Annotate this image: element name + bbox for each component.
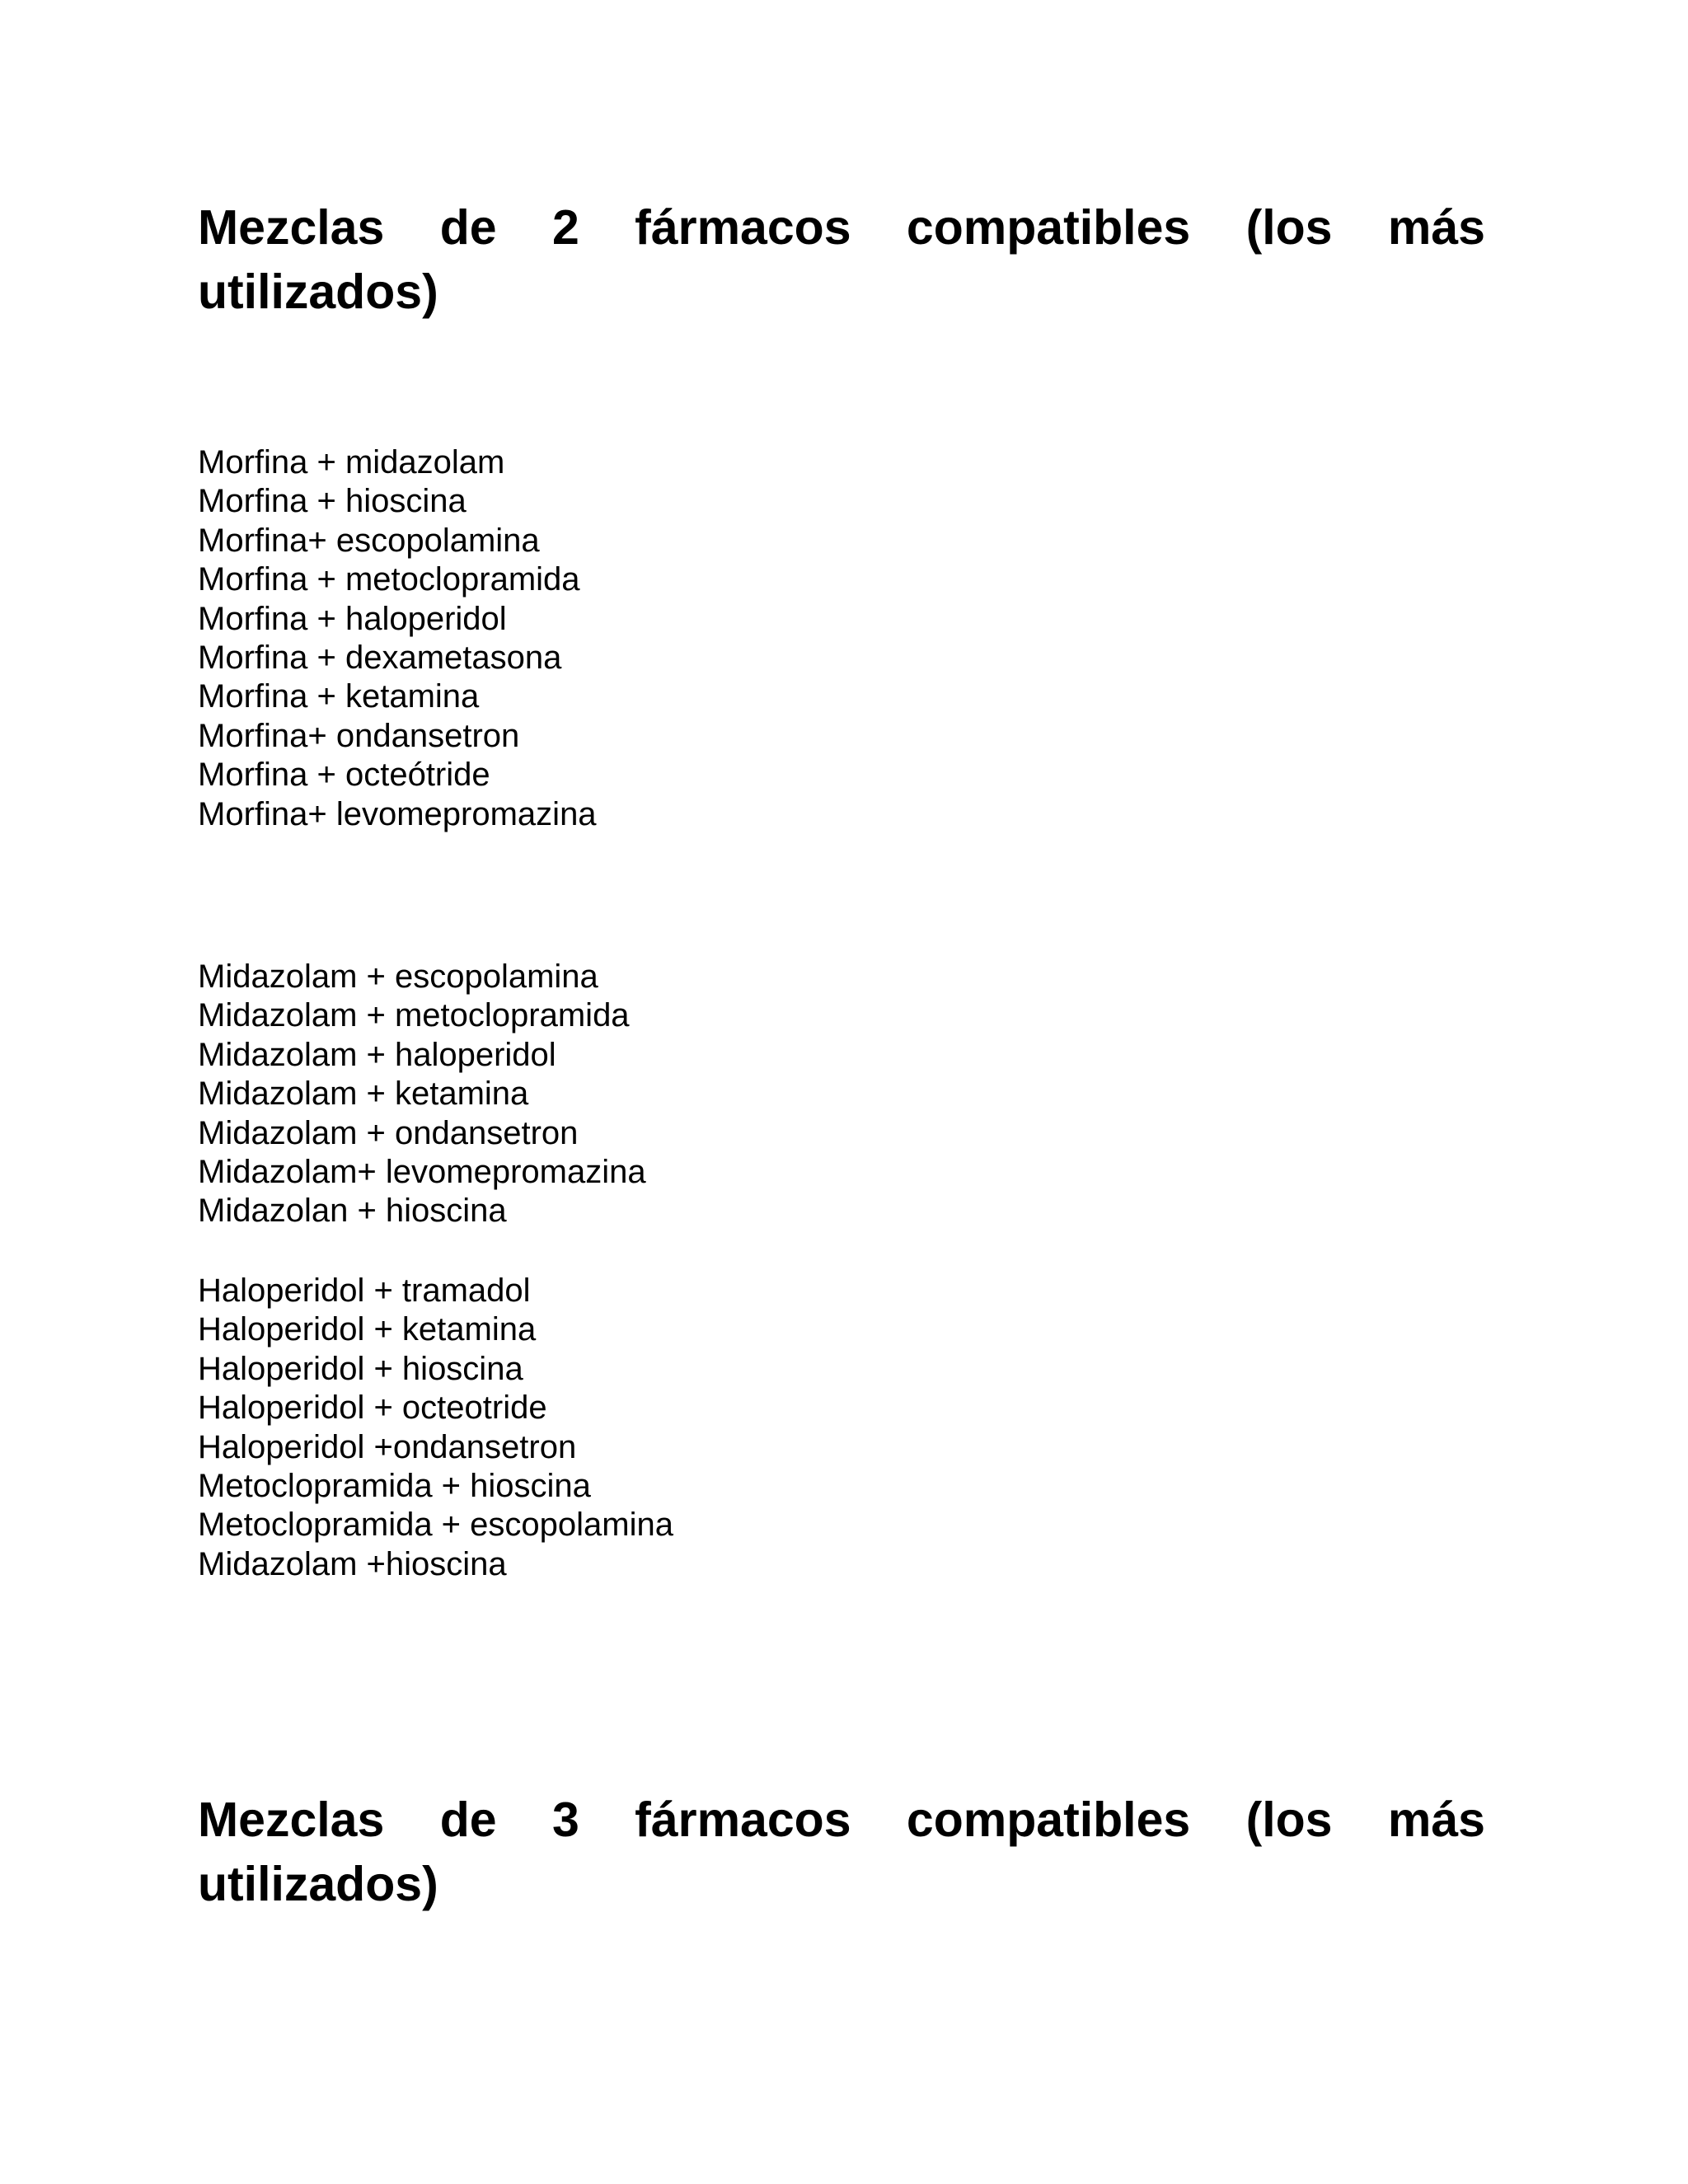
list-item: Midazolam + ondansetron	[198, 1114, 579, 1151]
list-item: Haloperidol + octeotride	[198, 1390, 547, 1427]
list-item: Haloperidol + tramadol	[198, 1272, 531, 1309]
list-item: Midazolam + ketamina	[198, 1076, 529, 1113]
list-item: Morfina + metoclopramida	[198, 561, 580, 598]
list-item: Midazolam +hioscina	[198, 1545, 507, 1582]
list-item: Midazolan + hioscina	[198, 1193, 507, 1230]
list-item: Haloperidol + ketamina	[198, 1311, 537, 1348]
midazolam-combinations-list	[198, 958, 646, 1231]
list-item: Haloperidol +ondansetron	[198, 1428, 577, 1465]
list-item: Midazolam+ levomepromazina	[198, 1154, 646, 1191]
list-item: Morfina+ levomepromazina	[198, 795, 597, 832]
list-item: Morfina+ escopolamina	[198, 522, 540, 559]
list-item: Morfina + haloperidol	[198, 600, 507, 637]
morfina-combinations-list	[198, 443, 597, 834]
list-item: Metoclopramida + escopolamina	[198, 1507, 673, 1544]
list-item: Morfina + hioscina	[198, 483, 467, 520]
list-item: Morfina + octeótride	[198, 757, 490, 794]
section-heading-two-drug-mixtures: Mezclas de 2 fármacos compatibles (los más utilizados)	[198, 200, 1485, 319]
list-item: Morfina+ ondansetron	[198, 717, 520, 754]
section-heading-three-drug-mixtures: Mezclas de 3 fármacos compatibles (los más utilizados)	[198, 1793, 1485, 1911]
haloperidol-combinations-list	[198, 1272, 673, 1584]
list-item: Morfina + midazolam	[198, 444, 505, 480]
list-item: Midazolam + escopolamina	[198, 958, 598, 995]
list-item: Morfina + ketamina	[198, 678, 480, 715]
list-item: Midazolam + metoclopramida	[198, 997, 630, 1034]
list-item: Midazolam + haloperidol	[198, 1036, 556, 1073]
list-item: Morfina + dexametasona	[198, 640, 562, 677]
list-item: Metoclopramida + hioscina	[198, 1468, 591, 1505]
list-item: Haloperidol + hioscina	[198, 1350, 523, 1387]
